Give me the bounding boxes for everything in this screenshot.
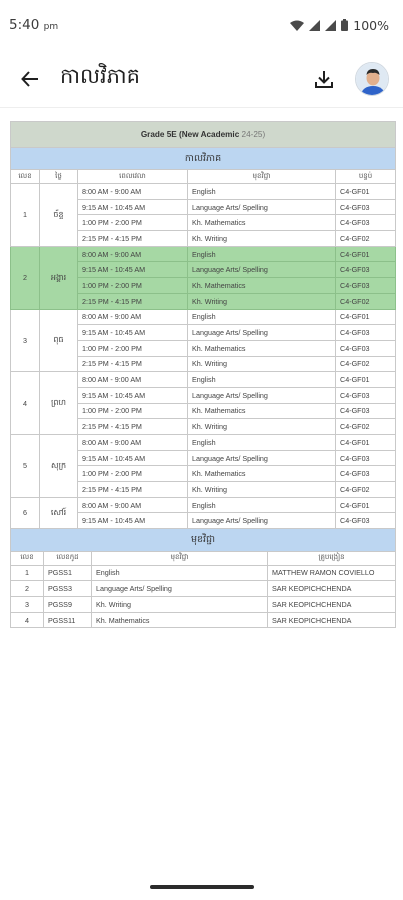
subject-code: PGSS3 <box>44 581 92 597</box>
day-number: 2 <box>11 246 40 309</box>
subject-teacher: SAR KEOPICHCHENDA <box>268 612 396 628</box>
table-row <box>11 435 396 451</box>
subject-cell: Kh. Writing <box>188 419 336 435</box>
subject-cell: Language Arts/ Spelling <box>188 450 336 466</box>
day-number: 6 <box>11 497 40 528</box>
schedule-band <box>11 148 396 170</box>
room-cell: C4-GF01 <box>336 372 396 388</box>
schedule-table <box>10 121 396 529</box>
table-row <box>11 372 396 388</box>
time-cell: 8:00 AM - 9:00 AM <box>78 435 188 451</box>
subject-cell: Kh. Mathematics <box>188 340 336 356</box>
subject-cell: English <box>188 372 336 388</box>
page-title: កាលវិភាគ <box>60 64 140 88</box>
subject-teacher: SAR KEOPICHCHENDA <box>268 581 396 597</box>
time-cell: 9:15 AM - 10:45 AM <box>78 325 188 341</box>
back-button[interactable] <box>18 67 42 91</box>
room-cell: C4-GF01 <box>336 497 396 513</box>
table-row <box>11 246 396 262</box>
room-cell: C4-GF02 <box>336 419 396 435</box>
time-cell: 2:15 PM - 4:15 PM <box>78 419 188 435</box>
room-cell: C4-GF02 <box>336 482 396 498</box>
subject-name: Kh. Mathematics <box>92 612 268 628</box>
subject-name: English <box>92 565 268 581</box>
subject-cell: Language Arts/ Spelling <box>188 199 336 215</box>
subject-code: PGSS1 <box>44 565 92 581</box>
battery-percent: 100% <box>353 17 389 33</box>
download-button[interactable] <box>309 64 339 94</box>
signal-icon-2 <box>325 20 336 31</box>
time-cell: 1:00 PM - 2:00 PM <box>78 466 188 482</box>
subject-no: 1 <box>11 565 44 581</box>
time-cell: 9:15 AM - 10:45 AM <box>78 387 188 403</box>
subjects-band-label: មុខវិជ្ជា <box>11 529 396 551</box>
subject-cell: English <box>188 184 336 200</box>
subject-no: 4 <box>11 612 44 628</box>
room-cell: C4-GF02 <box>336 356 396 372</box>
room-cell: C4-GF03 <box>336 215 396 231</box>
subject-cell: English <box>188 309 336 325</box>
subject-cell: Language Arts/ Spelling <box>188 325 336 341</box>
subject-cell: Kh. Writing <box>188 293 336 309</box>
room-cell: C4-GF02 <box>336 231 396 247</box>
time-cell: 1:00 PM - 2:00 PM <box>78 340 188 356</box>
room-cell: C4-GF03 <box>336 199 396 215</box>
day-name: អង្គារ <box>40 246 78 309</box>
app-bar <box>0 50 403 108</box>
day-name: សៅរ៍ <box>40 497 78 528</box>
list-item <box>11 597 396 613</box>
subjects-band <box>11 529 396 551</box>
day-name: ព្រហ <box>40 372 78 435</box>
subject-cell: English <box>188 435 336 451</box>
battery-icon <box>341 19 348 31</box>
subject-cell: Kh. Mathematics <box>188 215 336 231</box>
subjects-header-row <box>11 551 396 565</box>
wifi-icon <box>290 20 304 31</box>
header-day: ថ្ងៃ <box>40 170 78 184</box>
room-cell: C4-GF03 <box>336 466 396 482</box>
time-cell: 2:15 PM - 4:15 PM <box>78 356 188 372</box>
table-title: Grade 5E (New Academic 24-25) <box>11 122 396 148</box>
time-cell: 9:15 AM - 10:45 AM <box>78 262 188 278</box>
subject-cell: Kh. Mathematics <box>188 403 336 419</box>
header-room: បន្ទប់ <box>336 170 396 184</box>
arrow-left-icon <box>21 70 39 88</box>
day-number: 5 <box>11 435 40 498</box>
room-cell: C4-GF01 <box>336 309 396 325</box>
subject-no: 2 <box>11 581 44 597</box>
time-cell: 8:00 AM - 9:00 AM <box>78 497 188 513</box>
table-title-row <box>11 122 396 148</box>
header-no: លេខ <box>11 170 40 184</box>
time-cell: 9:15 AM - 10:45 AM <box>78 450 188 466</box>
time-cell: 1:00 PM - 2:00 PM <box>78 403 188 419</box>
subject-cell: Kh. Mathematics <box>188 278 336 294</box>
time-cell: 1:00 PM - 2:00 PM <box>78 278 188 294</box>
schedule-header-row <box>11 170 396 184</box>
day-name: ច័ន្ទ <box>40 184 78 247</box>
table-row <box>11 497 396 513</box>
subject-cell: Language Arts/ Spelling <box>188 513 336 529</box>
time-cell: 8:00 AM - 9:00 AM <box>78 309 188 325</box>
room-cell: C4-GF03 <box>336 262 396 278</box>
list-item <box>11 612 396 628</box>
room-cell: C4-GF03 <box>336 450 396 466</box>
day-number: 4 <box>11 372 40 435</box>
subject-cell: Kh. Writing <box>188 356 336 372</box>
subject-cell: Kh. Mathematics <box>188 466 336 482</box>
table-row <box>11 184 396 200</box>
time-cell: 2:15 PM - 4:15 PM <box>78 231 188 247</box>
schedule-band-label: កាលវិភាគ <box>11 148 396 170</box>
room-cell: C4-GF03 <box>336 278 396 294</box>
room-cell: C4-GF03 <box>336 403 396 419</box>
subject-name: Language Arts/ Spelling <box>92 581 268 597</box>
day-number: 3 <box>11 309 40 372</box>
subject-cell: English <box>188 246 336 262</box>
subjects-table <box>10 529 396 628</box>
signal-icon <box>309 20 320 31</box>
subject-no: 3 <box>11 597 44 613</box>
time-cell: 1:00 PM - 2:00 PM <box>78 215 188 231</box>
room-cell: C4-GF03 <box>336 325 396 341</box>
header-time: ពេលវេលា <box>78 170 188 184</box>
subject-cell: Language Arts/ Spelling <box>188 387 336 403</box>
time-cell: 2:15 PM - 4:15 PM <box>78 293 188 309</box>
timetable-sheet <box>10 121 395 628</box>
day-name: សុក្រ <box>40 435 78 498</box>
avatar[interactable] <box>355 62 389 96</box>
room-cell: C4-GF02 <box>336 293 396 309</box>
status-bar <box>0 0 403 50</box>
time-cell: 9:15 AM - 10:45 AM <box>78 513 188 529</box>
status-time: 5:40 pm <box>9 17 59 33</box>
list-item <box>11 581 396 597</box>
time-cell: 9:15 AM - 10:45 AM <box>78 199 188 215</box>
subject-cell: English <box>188 497 336 513</box>
time-cell: 8:00 AM - 9:00 AM <box>78 372 188 388</box>
subj-header-teacher: គ្រូបង្រៀន <box>268 551 396 565</box>
subject-teacher: SAR KEOPICHCHENDA <box>268 597 396 613</box>
room-cell: C4-GF03 <box>336 387 396 403</box>
room-cell: C4-GF01 <box>336 184 396 200</box>
room-cell: C4-GF01 <box>336 435 396 451</box>
list-item <box>11 565 396 581</box>
subject-cell: Language Arts/ Spelling <box>188 262 336 278</box>
subject-cell: Kh. Writing <box>188 482 336 498</box>
room-cell: C4-GF03 <box>336 340 396 356</box>
subj-header-no: លេខ <box>11 551 44 565</box>
subj-header-subject: មុខវិជ្ជា <box>92 551 268 565</box>
room-cell: C4-GF01 <box>336 246 396 262</box>
day-number: 1 <box>11 184 40 247</box>
profile-photo-icon <box>356 63 389 96</box>
subject-name: Kh. Writing <box>92 597 268 613</box>
subject-teacher: MATTHEW RAMON COVIELLO <box>268 565 396 581</box>
gesture-navigation-bar[interactable] <box>150 885 254 889</box>
time-cell: 2:15 PM - 4:15 PM <box>78 482 188 498</box>
table-row <box>11 309 396 325</box>
subject-cell: Kh. Writing <box>188 231 336 247</box>
status-icons <box>290 18 389 33</box>
time-cell: 8:00 AM - 9:00 AM <box>78 246 188 262</box>
subject-code: PGSS9 <box>44 597 92 613</box>
header-subject: មុខវិជ្ជា <box>188 170 336 184</box>
room-cell: C4-GF03 <box>336 513 396 529</box>
day-name: ពុធ <box>40 309 78 372</box>
subj-header-code: លេខកូដ <box>44 551 92 565</box>
download-icon <box>314 69 334 89</box>
time-cell: 8:00 AM - 9:00 AM <box>78 184 188 200</box>
subject-code: PGSS11 <box>44 612 92 628</box>
